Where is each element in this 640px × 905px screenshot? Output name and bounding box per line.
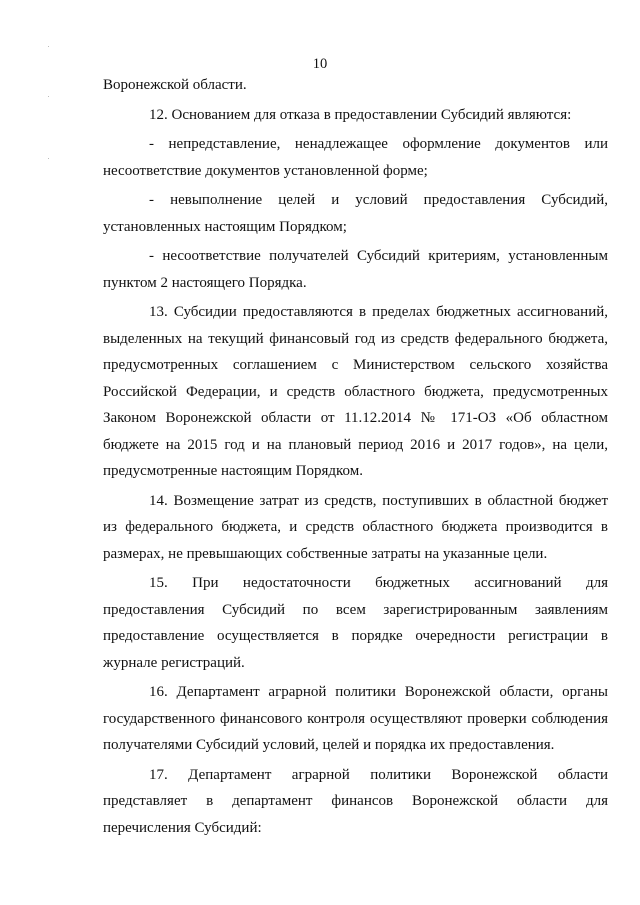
paragraph-13: 13. Субсидии предоставляются в пределах бюджетных ассигнований, выделенных на текущий финансовый год из средств федерального бюджета, предусмотренных соглашением с Министерством сельского хозяйства Российской Федерации, и средств областного бюджета, предусмотренных Законом Воронежской области от 11.12.2014 № 171-ОЗ «Об областном бюджете на 2015 год и на плановый период 2016 и 2017 годов», на цели, предусмотренные настоящим Порядком. — [103, 304, 608, 479]
document-body — [103, 72, 608, 841]
list-item-noncompliance: - несоответствие получателей Субсидий критериям, установленным пунктом 2 настоящего Порядка. — [103, 248, 608, 291]
margin-mark — [48, 46, 49, 47]
margin-mark — [48, 96, 49, 97]
paragraph-12: 12. Основанием для отказа в предоставлении Субсидий являются: — [149, 106, 572, 123]
paragraph-15: 15. При недостаточности бюджетных ассигнований для предоставления Субсидий по всем зарегистрированным заявлениям предоставление осуществляется в порядке очередности регистрации в журнале регистраций. — [103, 575, 608, 671]
paragraph-14: 14. Возмещение затрат из средств, поступивших в областной бюджет из федерального бюджета, и средств областного бюджета производится в размерах, не превышающих собственные затраты на указанные цели. — [103, 492, 608, 562]
list-item-nonsubmission: - непредставление, ненадлежащее оформление документов или несоответствие документов установленной форме; — [103, 136, 608, 179]
paragraph-16: 16. Департамент аграрной политики Воронежской области, органы государственного финансового контроля осуществляют проверки соблюдения получателями Субсидий условий, целей и порядка их предоставления. — [103, 684, 608, 753]
paragraph-continuation: Воронежской области. — [103, 77, 247, 93]
list-item-nonfulfillment: - невыполнение целей и условий предоставления Субсидий, установленных настоящим Порядком; — [103, 192, 608, 235]
margin-mark — [48, 158, 49, 159]
paragraph-17: 17. Департамент аграрной политики Воронежской области представляет в департамент финансов Воронежской области для перечисления Субсидий: — [103, 766, 608, 836]
page-number: 10 — [312, 56, 328, 72]
